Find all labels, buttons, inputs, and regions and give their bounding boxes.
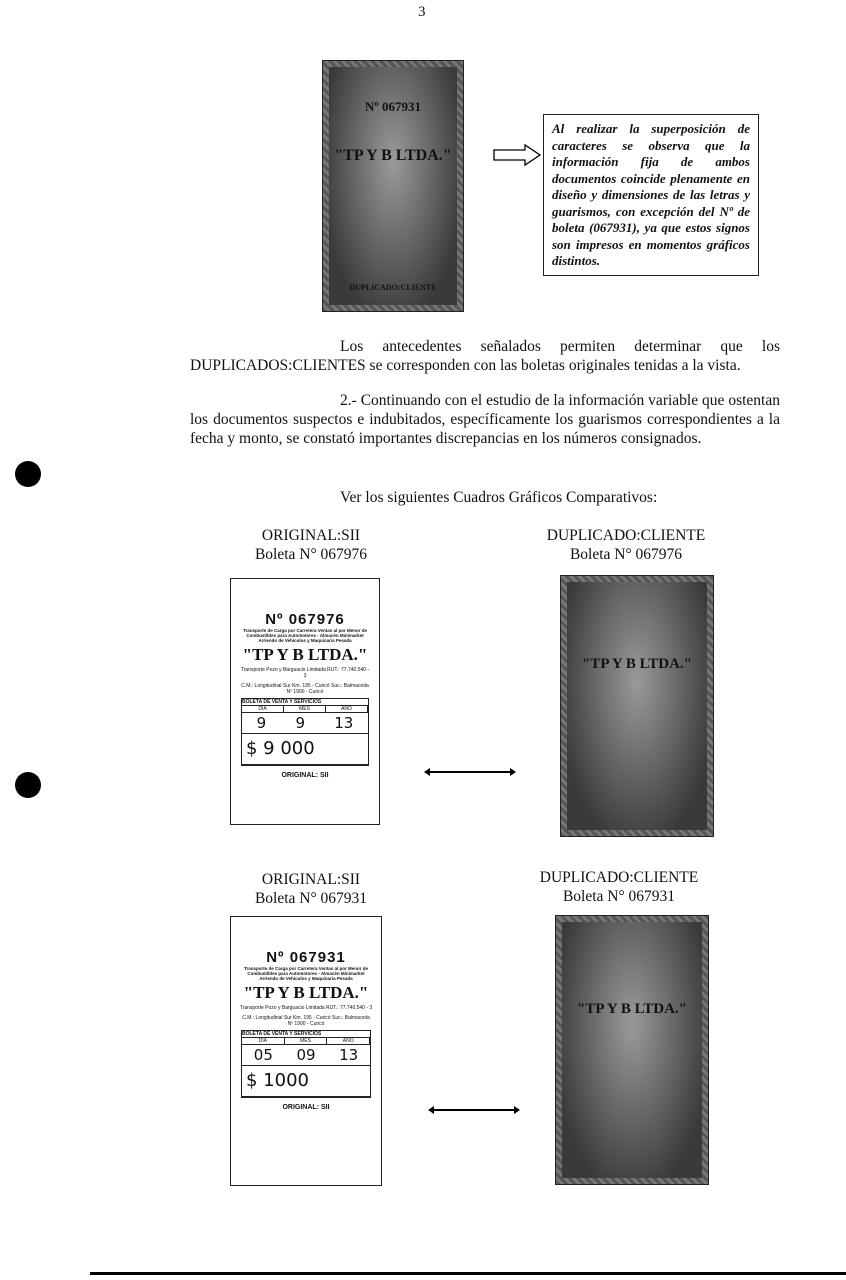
receipt-boleta: BOLETA DE VENTA Y SERVICIOS bbox=[242, 1031, 370, 1038]
receipt-sub: Transporte Pozo y Barguacio Limitada RUT.: 77.740.540 - 3 bbox=[240, 667, 370, 679]
receipt-footer: DUPLICADO:CLIENTE bbox=[349, 283, 437, 292]
hole-punch bbox=[15, 772, 41, 798]
right-arrow-icon bbox=[493, 143, 543, 167]
original-receipt-1 bbox=[230, 578, 380, 825]
month: 09 bbox=[296, 1046, 316, 1064]
receipt-sub: Transporte Pozo y Barguacio Limitada RUT.: 77.740.540 - 3 bbox=[239, 1005, 373, 1011]
caption-original-1 bbox=[211, 526, 411, 564]
receipt-company: "TP Y B LTDA." bbox=[334, 147, 452, 164]
receipt-company: "TP Y B LTDA." bbox=[243, 983, 369, 1002]
caption-original-2 bbox=[211, 870, 411, 908]
caption-boleta: Boleta N° 067976 bbox=[254, 546, 368, 563]
dia-label: DIA bbox=[242, 1038, 285, 1044]
caption-title: ORIGINAL:SII bbox=[261, 871, 361, 888]
hole-punch bbox=[15, 461, 41, 487]
caption-title: DUPLICADO:CLIENTE bbox=[539, 869, 699, 886]
mes-label: MES bbox=[285, 1038, 328, 1044]
double-arrow-icon bbox=[432, 1109, 516, 1111]
receipt-company: "TP Y B LTDA." bbox=[576, 1001, 688, 1017]
paragraph-1: Los antecedentes señalados permiten determinar que los DUPLICADOS:CLIENTES se corresponden con las boletas originales tenidas a la vista. bbox=[190, 338, 780, 374]
ano-label: AÑO bbox=[326, 706, 368, 712]
paragraph-2: 2.- Continuando con el estudio de la información variable que ostentan los documentos suspectos e indubitados, específicamente los guarismos correspondientes a la fecha y monto, se constató importantes discrepancias en los números consignados. bbox=[190, 392, 780, 447]
day: 05 bbox=[253, 1046, 273, 1064]
caption-duplicate-2 bbox=[519, 868, 719, 906]
day: 9 bbox=[256, 714, 267, 732]
receipt-company: "TP Y B LTDA." bbox=[581, 656, 693, 672]
year: 13 bbox=[334, 714, 354, 732]
caption-boleta: Boleta N° 067931 bbox=[562, 888, 676, 905]
amount: $ 9 000 bbox=[242, 734, 368, 765]
receipt-addr: C.M.: Longitudinal Sur Km. 195 - Curicó Suc.: Balmaceda Nº 1900 - Curicó bbox=[242, 1015, 370, 1027]
original-receipt-2 bbox=[230, 916, 382, 1186]
receipt-number: Nº 067931 bbox=[365, 99, 421, 114]
receipt-grid bbox=[241, 698, 369, 766]
caption-boleta: Boleta N° 067976 bbox=[569, 546, 683, 563]
dia-label: DIA bbox=[242, 706, 284, 712]
caption-title: DUPLICADO:CLIENTE bbox=[546, 527, 706, 544]
receipt-number: Nº 067976 bbox=[265, 611, 345, 628]
receipt-grid bbox=[241, 1030, 371, 1098]
month: 9 bbox=[295, 714, 305, 732]
receipt-desc: Transporte de Carga por Carretera Ventas al por Menor de Combustibles para Automotores - Almacén Minimarket Arriendo de Vehículos y Maquinaria Pesada bbox=[242, 628, 368, 643]
mes-label: MES bbox=[284, 706, 326, 712]
receipt-footer: ORIGINAL: SII bbox=[282, 1104, 330, 1111]
caption-title: ORIGINAL:SII bbox=[261, 527, 361, 544]
page-number: 3 bbox=[418, 4, 426, 20]
receipt-number: Nº 067931 bbox=[266, 949, 346, 966]
caption-boleta: Boleta N° 067931 bbox=[254, 890, 368, 907]
paragraph-3: Ver los siguientes Cuadros Gráficos Comparativos: bbox=[340, 489, 658, 506]
ano-label: AÑO bbox=[327, 1038, 370, 1044]
page-edge-line bbox=[90, 1272, 846, 1275]
receipt-company: "TP Y B LTDA." bbox=[242, 645, 368, 664]
callout-box: Al realizar la superposición de caracteres se observa que la información fija de ambos documentos coincide plenamente en diseño y dimensiones de las letras y guarismos, con excepción del Nº de boleta (067931), ya que estos signos son impresos en momentos gráficos distintos. bbox=[543, 114, 759, 276]
receipt-boleta: BOLETA DE VENTA Y SERVICIOS bbox=[242, 699, 368, 706]
receipt-addr: C.M.: Longitudinal Sur Km. 195 - Curicó Suc.: Balmaceda Nº 1900 - Curicó bbox=[241, 683, 369, 695]
year: 13 bbox=[339, 1046, 359, 1064]
duplicate-receipt-2 bbox=[555, 915, 709, 1185]
superposition-receipt-image bbox=[322, 60, 464, 312]
caption-duplicate-1 bbox=[526, 526, 726, 564]
double-arrow-icon bbox=[428, 771, 512, 773]
duplicate-receipt-1 bbox=[560, 575, 714, 837]
amount: $ 1000 bbox=[242, 1066, 370, 1097]
receipt-footer: ORIGINAL: SII bbox=[281, 772, 329, 779]
receipt-desc: Transporte de Carga por Carretera Ventas al por Menor de Combustibles para Automotores - Almacén Minimarket Arriendo de Vehículos y Maquinaria Pesada bbox=[243, 966, 369, 981]
